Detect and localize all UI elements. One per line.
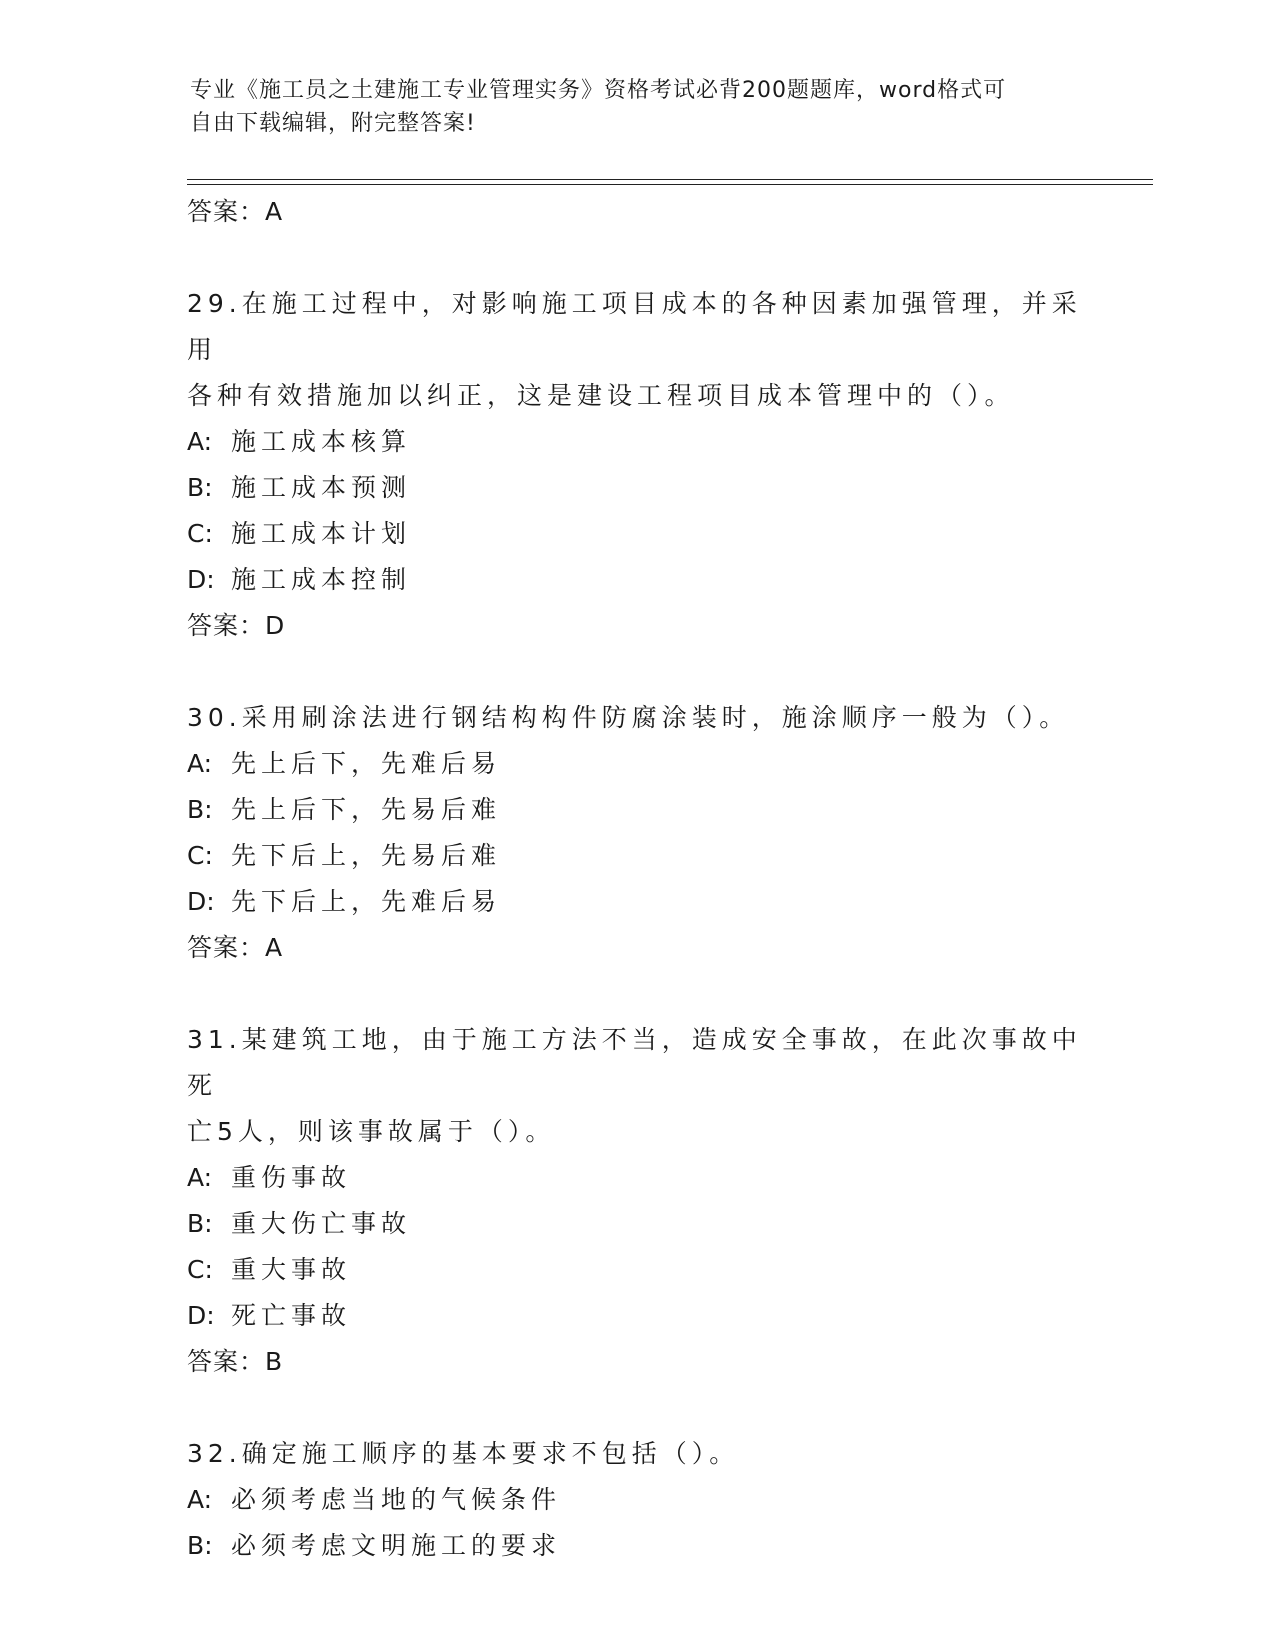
question-stem — [187, 281, 1087, 419]
header-title-line1: 专业《施工员之土建施工专业管理实务》资格考试必背200题题库，word格式可 — [190, 78, 1007, 103]
question-29 — [187, 281, 1087, 649]
option-letter: A: — [187, 1485, 213, 1514]
previous-answer: 答案：A — [187, 197, 284, 226]
page-header — [190, 74, 1090, 140]
option-text: 先上后下，先难后易 — [231, 749, 502, 778]
option-text: 施工成本预测 — [231, 473, 412, 502]
option-text: 先下后上，先易后难 — [231, 841, 502, 870]
option-c — [187, 833, 1087, 879]
option-letter: D: — [187, 887, 215, 916]
option-b — [187, 1523, 1087, 1569]
option-b — [187, 465, 1087, 511]
option-c — [187, 511, 1087, 557]
question-stem-line: 32.确定施工顺序的基本要求不包括（）。 — [187, 1439, 740, 1468]
header-divider — [187, 179, 1153, 185]
option-text: 重大事故 — [231, 1255, 352, 1284]
option-text: 必须考虑文明施工的要求 — [231, 1531, 562, 1560]
question-list — [187, 189, 1087, 1569]
question-stem — [187, 1017, 1087, 1155]
option-text: 施工成本核算 — [231, 427, 412, 456]
option-d — [187, 879, 1087, 925]
question-31 — [187, 1017, 1087, 1385]
question-stem-line: 30.采用刷涂法进行钢结构构件防腐涂装时，施涂顺序一般为（）。 — [187, 703, 1070, 732]
question-stem-line: 亡5人，则该事故属于（）。 — [187, 1117, 556, 1146]
option-letter: A: — [187, 1163, 213, 1192]
option-letter: D: — [187, 565, 215, 594]
question-32 — [187, 1431, 1087, 1569]
question-stem-line: 各种有效措施加以纠正，这是建设工程项目成本管理中的（）。 — [187, 381, 1015, 410]
option-d — [187, 557, 1087, 603]
option-letter: B: — [187, 1209, 213, 1238]
option-letter: A: — [187, 427, 213, 456]
option-letter: D: — [187, 1301, 215, 1330]
option-d — [187, 1293, 1087, 1339]
answer-line: 答案：D — [187, 611, 286, 640]
question-stem — [187, 695, 1087, 741]
option-b — [187, 787, 1087, 833]
option-a — [187, 1477, 1087, 1523]
answer-line: 答案：B — [187, 1347, 284, 1376]
option-letter: C: — [187, 841, 213, 870]
option-letter: C: — [187, 1255, 213, 1284]
option-a — [187, 1155, 1087, 1201]
option-b — [187, 1201, 1087, 1247]
option-a — [187, 419, 1087, 465]
answer-line: 答案：A — [187, 933, 284, 962]
option-letter: B: — [187, 1531, 213, 1560]
option-text: 先下后上，先难后易 — [231, 887, 502, 916]
option-letter: C: — [187, 519, 213, 548]
option-c — [187, 1247, 1087, 1293]
option-letter: B: — [187, 795, 213, 824]
option-text: 施工成本控制 — [231, 565, 412, 594]
option-text: 死亡事故 — [231, 1301, 352, 1330]
option-text: 重伤事故 — [231, 1163, 352, 1192]
option-letter: A: — [187, 749, 213, 778]
question-stem-line: 31.某建筑工地，由于施工方法不当，造成安全事故，在此次事故中死 — [187, 1025, 1082, 1100]
option-text: 先上后下，先易后难 — [231, 795, 502, 824]
option-a — [187, 741, 1087, 787]
question-stem-line: 29.在施工过程中，对影响施工项目成本的各种因素加强管理，并采用 — [187, 289, 1082, 364]
question-stem — [187, 1431, 1087, 1477]
header-title-line2: 自由下载编辑，附完整答案! — [190, 111, 476, 136]
option-text: 施工成本计划 — [231, 519, 412, 548]
option-letter: B: — [187, 473, 213, 502]
option-text: 重大伤亡事故 — [231, 1209, 412, 1238]
option-text: 必须考虑当地的气候条件 — [231, 1485, 562, 1514]
question-30 — [187, 695, 1087, 971]
